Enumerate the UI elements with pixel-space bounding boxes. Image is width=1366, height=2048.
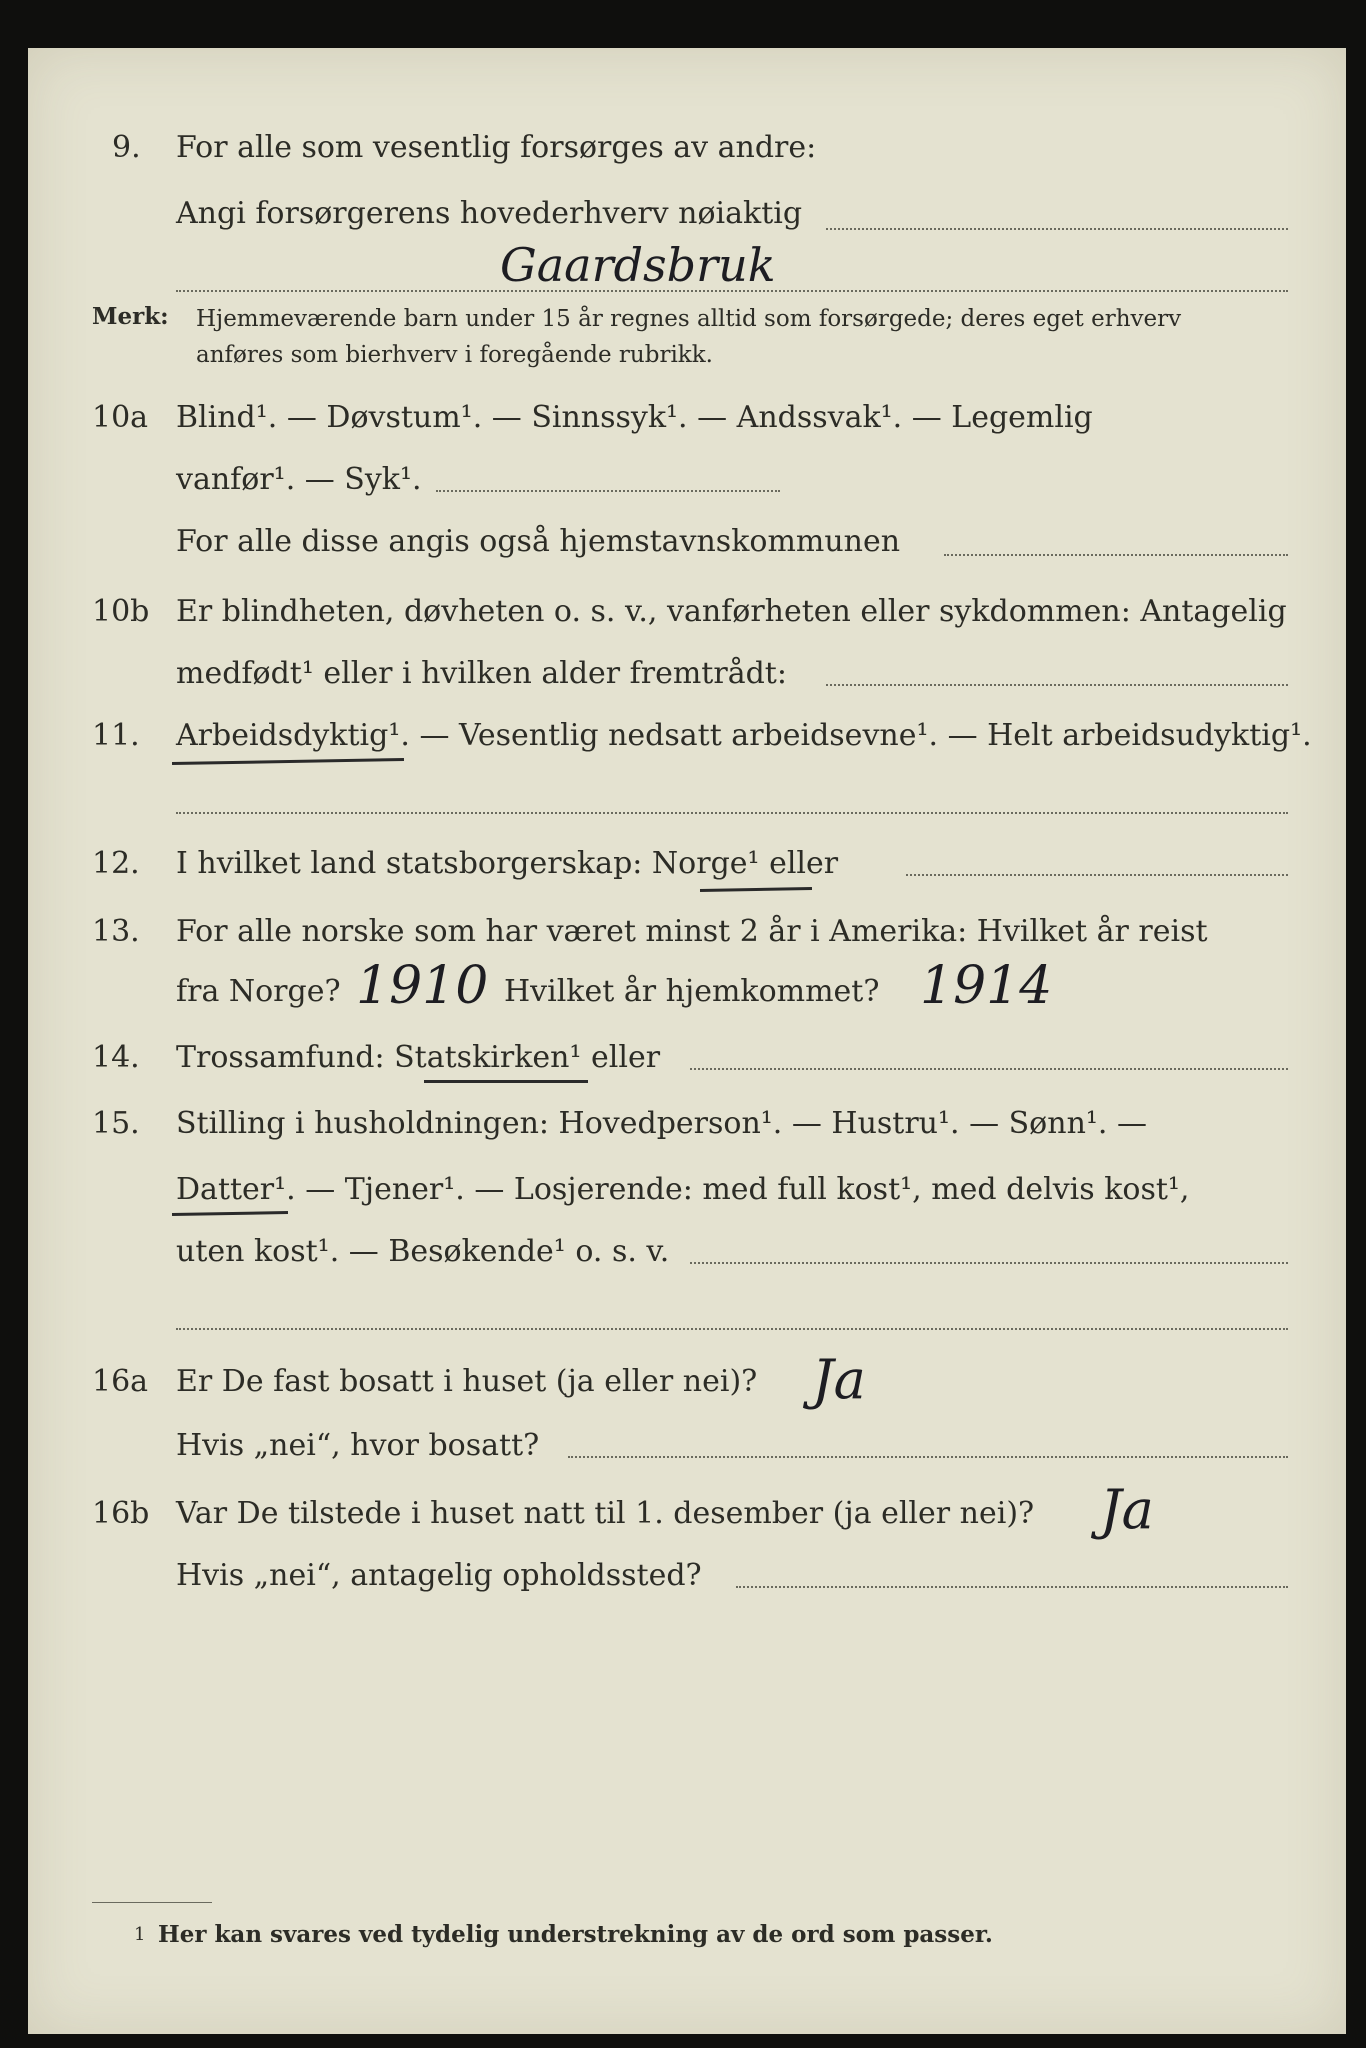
- q12-text-line1: I hvilket land statsborgerskap: Norge¹ eller: [176, 846, 839, 881]
- q10b-text-line1: Er blindheten, døvheten o. s. v., vanførheten eller sykdommen: Antagelig: [176, 594, 1287, 629]
- q16b-number: 16b: [92, 1496, 150, 1531]
- merk-text-line2: anføres som bierhverv i foregående rubrikk.: [196, 342, 713, 368]
- q10a-number: 10a: [92, 400, 149, 435]
- merk-text-line1: Hjemmeværende barn under 15 år regnes alltid som forsørgede; deres eget erhverv: [196, 306, 1182, 332]
- q10a-text-line3: For alle disse angis også hjemstavnskommunen: [176, 524, 901, 559]
- q16a-text-line2: Hvis „nei“, hvor bosatt?: [176, 1428, 540, 1463]
- merk-label: Merk:: [92, 303, 169, 330]
- q10b-answer-line: [826, 684, 1288, 686]
- q10a-text-line1: Blind¹. — Døvstum¹. — Sinnssyk¹. — Andssvak¹. — Legemlig: [176, 400, 1093, 435]
- q15-text-line1: Stilling i husholdningen: Hovedperson¹. — Hustru¹. — Sønn¹. —: [176, 1106, 1147, 1141]
- q16b-answer-line: [736, 1586, 1288, 1588]
- q16a-text-line1: Er De fast bosatt i huset (ja eller nei)?: [176, 1364, 758, 1399]
- q16a-number: 16a: [92, 1364, 149, 1399]
- q9-handwritten-answer: Gaardsbruk: [500, 238, 776, 292]
- q12-answer-line: [906, 874, 1288, 876]
- q14-number: 14.: [92, 1040, 140, 1075]
- q12-number: 12.: [92, 846, 140, 881]
- q14-underline-statskirken: [424, 1080, 588, 1083]
- q15-answer-line2: [176, 1328, 1288, 1330]
- q9-answer-line1: [826, 228, 1288, 230]
- q13-handwritten-year-departed: 1910: [356, 956, 489, 1016]
- q16a-answer-line: [568, 1456, 1288, 1458]
- q10a-answer-line: [436, 490, 780, 492]
- q13-number: 13.: [92, 914, 140, 949]
- q13-text-line1: For alle norske som har været minst 2 år i Amerika: Hvilket år reist: [176, 914, 1208, 949]
- q11-number: 11.: [92, 718, 140, 753]
- footnote-marker: 1: [134, 1924, 146, 1945]
- footnote-text: Her kan svares ved tydelig understrekning av de ord som passer.: [158, 1921, 993, 1948]
- q16a-handwritten-answer: Ja: [812, 1348, 866, 1411]
- q11-text-line1: Arbeidsdyktig¹. — Vesentlig nedsatt arbeidsevne¹. — Helt arbeidsudyktig¹.: [176, 718, 1312, 753]
- q9-text-line1: For alle som vesentlig forsørges av andre:: [176, 130, 817, 165]
- q15-number: 15.: [92, 1106, 140, 1141]
- q15-text-line2: Datter¹. — Tjener¹. — Losjerende: med full kost¹, med delvis kost¹,: [176, 1172, 1190, 1207]
- q11-answer-line: [176, 812, 1288, 814]
- q9-text-line2: Angi forsørgerens hovederhverv nøiaktig: [176, 196, 803, 231]
- q9-answer-line2: [176, 290, 1288, 292]
- q14-text-line1: Trossamfund: Statskirken¹ eller: [176, 1040, 661, 1075]
- q15-text-line3: uten kost¹. — Besøkende¹ o. s. v.: [176, 1234, 670, 1269]
- q14-answer-line: [690, 1068, 1288, 1070]
- q9-number: 9.: [112, 130, 141, 165]
- q13-handwritten-year-returned: 1914: [920, 956, 1053, 1016]
- q10b-text-line2: medfødt¹ eller i hvilken alder fremtrådt:: [176, 656, 787, 691]
- q15-answer-line1: [690, 1262, 1288, 1264]
- q13-text-line2a: fra Norge?: [176, 974, 341, 1009]
- q10a-text-line2: vanfør¹. — Syk¹.: [176, 462, 422, 497]
- footnote-rule: [92, 1902, 212, 1903]
- q10a-hometown-line: [944, 554, 1288, 556]
- q10b-number: 10b: [92, 594, 150, 629]
- q16b-text-line1: Var De tilstede i huset natt til 1. desember (ja eller nei)?: [176, 1496, 1035, 1531]
- q13-text-line2b: Hvilket år hjemkommet?: [504, 974, 880, 1009]
- q16b-text-line2: Hvis „nei“, antagelig opholdssted?: [176, 1558, 702, 1593]
- q16b-handwritten-answer: Ja: [1100, 1478, 1154, 1541]
